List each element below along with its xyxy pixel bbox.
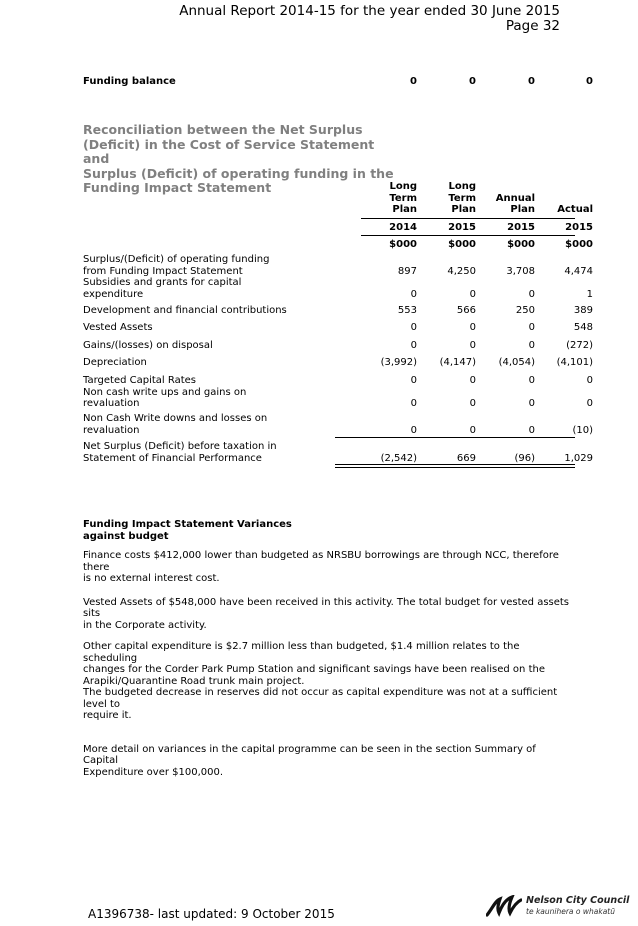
- row-value: 669: [456, 452, 476, 464]
- row-value: 250: [515, 305, 535, 316]
- row-value: 1,029: [564, 452, 593, 464]
- label-line: Non Cash Write downs and losses on: [83, 413, 268, 424]
- row-label: [83, 413, 323, 436]
- funding-balance-value: 0: [469, 76, 476, 87]
- row-label: [83, 441, 323, 464]
- row-value: 0: [528, 340, 535, 351]
- title-line: against budget: [83, 530, 169, 542]
- row-label: [83, 340, 323, 352]
- text-line: is no external interest cost.: [83, 573, 220, 584]
- header-rule: [361, 218, 575, 219]
- header-line: Actual: [557, 204, 593, 215]
- label-line: Vested Assets: [83, 322, 153, 333]
- funding-balance-value: 0: [410, 76, 417, 87]
- row-value: (4,054): [498, 357, 535, 368]
- row-label: [83, 322, 323, 334]
- year-rule: [361, 235, 575, 236]
- row-label: [83, 254, 323, 277]
- header-line: Long: [389, 181, 417, 192]
- row-value: (10): [572, 424, 593, 436]
- row-value: 0: [528, 375, 535, 386]
- row-value: 0: [469, 322, 476, 333]
- row-value: 0: [410, 340, 417, 351]
- row-label: [83, 375, 323, 387]
- row-value: 566: [456, 305, 476, 316]
- row-value: (3,992): [380, 357, 417, 368]
- header-line: Term: [389, 192, 417, 204]
- label-line: Subsidies and grants for capital: [83, 277, 242, 288]
- council-maori-name: te kaunihera o whakatū: [526, 907, 615, 916]
- funding-balance-value: 0: [528, 76, 535, 87]
- title-line: Funding Impact Statement: [83, 180, 272, 195]
- row-value: 389: [573, 305, 593, 316]
- variances-section: [83, 519, 573, 788]
- row-value: 0: [410, 288, 417, 300]
- council-logo: [486, 893, 630, 921]
- row-value: 0: [410, 424, 417, 436]
- text-line: Expenditure over $100,000.: [83, 766, 224, 778]
- year-cell: 2015: [507, 222, 535, 233]
- funding-balance-value: 0: [586, 76, 593, 87]
- label-line: Gains/(losses) on disposal: [83, 340, 213, 351]
- row-value: 4,250: [447, 265, 476, 277]
- header-line: Plan: [392, 204, 417, 215]
- row-label: [83, 357, 323, 369]
- row-value: 0: [410, 322, 417, 333]
- row-value: 0: [410, 375, 417, 386]
- title-line: Reconciliation between the Net Surplus: [83, 122, 363, 137]
- text-line: The budgeted decrease in reserves did not occur as capital expenditure was not at a sufficient level to: [83, 687, 558, 710]
- label-line: revaluation: [83, 424, 140, 436]
- year-cell: 2015: [448, 222, 476, 233]
- label-line: Net Surplus (Deficit) before taxation in: [83, 441, 277, 452]
- title-line: (Deficit) in the Cost of Service Statement and: [83, 136, 375, 166]
- row-value: 0: [469, 424, 476, 436]
- document-reference: A1396738- last updated: 9 October 2015: [88, 907, 335, 921]
- variance-paragraph: [83, 597, 573, 632]
- label-line: Targeted Capital Rates: [83, 375, 196, 386]
- page-number: Page 32: [505, 18, 560, 34]
- variance-paragraph: [83, 744, 573, 779]
- row-value: 4,474: [564, 265, 593, 277]
- total-rule-bottom: [335, 467, 575, 468]
- text-line: Other capital expenditure is $2.7 million less than budgeted, $1.4 million relates to the scheduling: [83, 641, 520, 664]
- row-value: 0: [586, 375, 593, 386]
- row-value: 0: [528, 322, 535, 333]
- text-line: Vested Assets of $548,000 have been received in this activity. The total budget for vested assets sits: [83, 596, 570, 619]
- unit-cell: $000: [507, 239, 535, 250]
- column-header-annual-plan: [479, 193, 535, 216]
- row-value: 0: [528, 398, 535, 409]
- row-value: (4,101): [556, 357, 593, 368]
- row-value: 897: [397, 265, 417, 277]
- row-value: 553: [397, 305, 417, 316]
- page-header: [179, 4, 560, 34]
- label-line: Surplus/(Deficit) of operating funding: [83, 254, 270, 265]
- text-line: Finance costs $412,000 lower than budgeted as NRSBU borrowings are through NCC, therefore there: [83, 550, 559, 573]
- header-line: Plan: [510, 204, 535, 215]
- header-line: Annual: [495, 192, 535, 204]
- text-line: in the Corporate activity.: [83, 619, 207, 631]
- row-value: (96): [514, 452, 535, 464]
- row-value: 0: [528, 424, 535, 436]
- header-line: Plan: [451, 204, 476, 215]
- header-line: Term: [448, 192, 476, 204]
- title-line: Funding Impact Statement Variances: [83, 519, 292, 530]
- year-cell: 2015: [565, 222, 593, 233]
- text-line: require it.: [83, 710, 132, 721]
- label-line: Statement of Financial Performance: [83, 452, 262, 464]
- label-line: Non cash write ups and gains on: [83, 386, 247, 398]
- row-label: [83, 305, 343, 317]
- label-line: from Funding Impact Statement: [83, 265, 243, 277]
- variances-title: [83, 519, 573, 542]
- council-name: Nelson City Council: [526, 895, 630, 906]
- unit-cell: $000: [448, 239, 476, 250]
- unit-cell: $000: [389, 239, 417, 250]
- row-value: 0: [469, 398, 476, 409]
- variance-paragraph: [83, 550, 573, 585]
- column-header-ltp-2015: [420, 181, 476, 216]
- row-label: [83, 277, 323, 300]
- row-value: (4,147): [439, 357, 476, 368]
- row-value: 3,708: [506, 265, 535, 277]
- text-line: changes for the Corder Park Pump Station and significant savings have been realised on the: [83, 664, 545, 675]
- total-rule-top: [335, 464, 575, 465]
- row-value: 1: [586, 288, 593, 300]
- label-line: Development and financial contributions: [83, 305, 287, 316]
- row-value: (272): [566, 340, 593, 351]
- row-value: 0: [528, 288, 535, 300]
- funding-balance-label: Funding balance: [83, 76, 176, 87]
- row-value: 0: [469, 375, 476, 386]
- text-line: Arapiki/Quarantine Road trunk main project.: [83, 675, 305, 687]
- variance-paragraph: [83, 641, 573, 722]
- label-line: expenditure: [83, 288, 144, 300]
- row-value: (2,542): [380, 452, 417, 464]
- title-line: Surplus (Deficit) of operating funding in the: [83, 165, 394, 181]
- row-value: 0: [410, 398, 417, 409]
- row-value: 0: [469, 340, 476, 351]
- council-logo-mark-icon: [486, 895, 522, 917]
- column-header-actual: [537, 204, 593, 216]
- row-label: [83, 387, 323, 410]
- reconciliation-title: [83, 123, 403, 196]
- unit-cell: $000: [565, 239, 593, 250]
- row-value: 548: [573, 322, 593, 333]
- text-line: More detail on variances in the capital programme can be seen in the section Summary of Capital: [83, 743, 536, 766]
- subtotal-rule: [335, 437, 575, 438]
- column-header-ltp-2014: [361, 181, 417, 216]
- row-value: 0: [469, 288, 476, 300]
- label-line: Depreciation: [83, 357, 147, 368]
- header-line: Long: [448, 181, 476, 192]
- row-value: 0: [586, 398, 593, 409]
- label-line: revaluation: [83, 398, 140, 409]
- report-title: Annual Report 2014-15 for the year ended 30 June 2015: [179, 3, 560, 19]
- year-cell: 2014: [389, 222, 417, 233]
